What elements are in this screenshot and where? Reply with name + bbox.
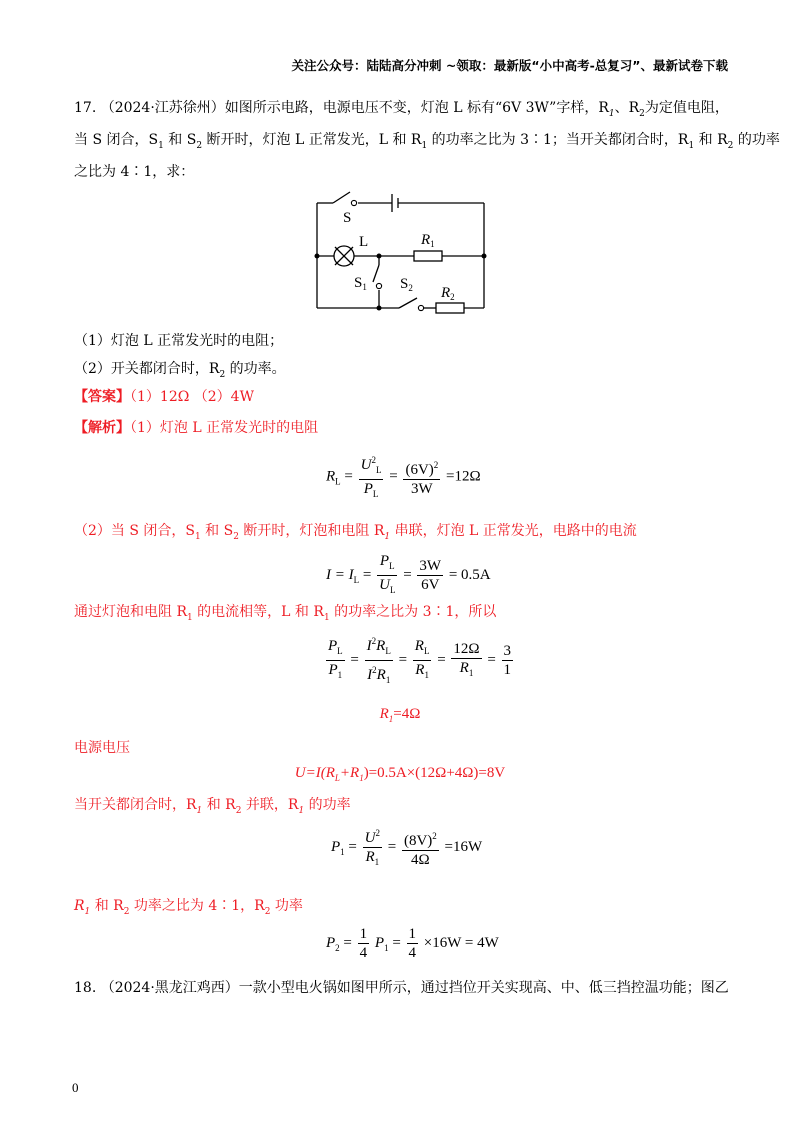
formula-ratio: $\frac{P_L}{P_1}$ = $\frac{I^2R_L}{I^2R_1}$ = $\frac{R_L}{R_1}$ = $\frac{12\Omega}{R_1}$ = $\frac{3}{1}$: [324, 632, 515, 689]
analysis-tag: 【解析】: [74, 420, 130, 436]
analysis-line1: 【解析】（1）灯泡 L 正常发光时的电阻: [74, 420, 319, 436]
page-header: 关注公众号：陆陆高分冲刺 ~领取：最新版“小中高考-总复习”、最新试卷下载: [291, 58, 728, 73]
formula-rl: $R_L$ = $\frac{U^2_L}{P_L}$ = $\frac{(6V)^2}{3W}$ =12Ω: [326, 451, 481, 503]
junction-left-mid: [315, 254, 320, 259]
page-number: 0: [72, 1080, 79, 1095]
analysis-line6: $R_1$ 和 $R_2$ 功率之比为 4∶1，$R_2$ 功率: [74, 898, 303, 917]
label-r1: $R_1$: [421, 232, 435, 249]
resistor-r1: [414, 251, 442, 261]
q17-part2: （2）开关都闭合时，$R_2$ 的功率。: [74, 361, 286, 380]
r1-result: $R_1=4\Omega$: [379, 706, 421, 724]
label-r2: $R_2$: [441, 285, 455, 302]
answer-line: 【答案】（1）12Ω （2）4W: [74, 389, 254, 405]
analysis-line3: 通过灯泡和电阻 $R_1$ 的电流相等，L 和 $R_1$ 的功率之比为 3∶1，所以: [74, 604, 497, 623]
label-s1: $S_1$: [354, 275, 367, 292]
switch-s-contact: [351, 200, 356, 205]
circuit-diagram: [0, 0, 800, 330]
formula-voltage: $U=I(R_L+R_1)=0.5A\times(12\Omega+4\Omega)=8V$: [294, 765, 506, 783]
q17-line3: 之比为 4∶1，求：: [74, 164, 195, 180]
q17-line2: 当 S 闭合，$S_1$ 和 $S_2$ 断开时，灯泡 L 正常发光，L 和 $R_1$ 的功率之比为 3∶1；当开关都闭合时，$R_1$ 和 $R_2$ 的功率: [74, 132, 780, 151]
label-s2: $S_2$: [400, 276, 413, 293]
q18-line1: 18. （2024·黑龙江鸡西）一款小型电火锅如图甲所示，通过挡位开关实现高、中、低三挡控温功能；图乙: [74, 980, 729, 996]
answer-tag: 【答案】: [74, 389, 130, 405]
junction-s1-top: [377, 254, 382, 259]
formula-p1: $P_1$ = $\frac{U^2}{R_1}$ = $\frac{(8V)^2}{4\Omega}$ =16W: [331, 824, 482, 871]
analysis-line4: 电源电压: [74, 740, 130, 756]
switch-s2-contact: [418, 305, 423, 310]
resistor-r2: [436, 303, 464, 313]
formula-current: $I = I_L$ = $\frac{P_L}{U_L}$ = $\frac{3W}{6V}$ = 0.5A: [326, 553, 491, 595]
formula-p2: $P_2$ = $\frac{1}{4}$ $P_1$ = $\frac{1}{4}$ ×16W = 4W: [326, 926, 499, 961]
q17-part1: （1）灯泡 L 正常发光时的电阻；: [74, 333, 284, 349]
switch-s1-contact: [376, 283, 381, 288]
junction-right-mid: [482, 254, 487, 259]
label-s: S: [343, 210, 352, 226]
analysis-line5: 当开关都闭合时，$R_1$ 和 $R_2$ 并联，$R_1$ 的功率: [74, 797, 351, 816]
analysis-line2: （2）当 S 闭合，$S_1$ 和 $S_2$ 断开时，灯泡和电阻 $R_1$ 串联，灯泡 L 正常发光，电路中的电流: [74, 523, 637, 542]
q17-line1: 17. （2024·江苏徐州）如图所示电路，电源电压不变，灯泡 L 标有“6V 3W”字样，$R_1$、$R_2$为定值电阻，: [74, 100, 729, 119]
label-l: L: [359, 234, 369, 250]
junction-s1-bottom: [377, 306, 382, 311]
